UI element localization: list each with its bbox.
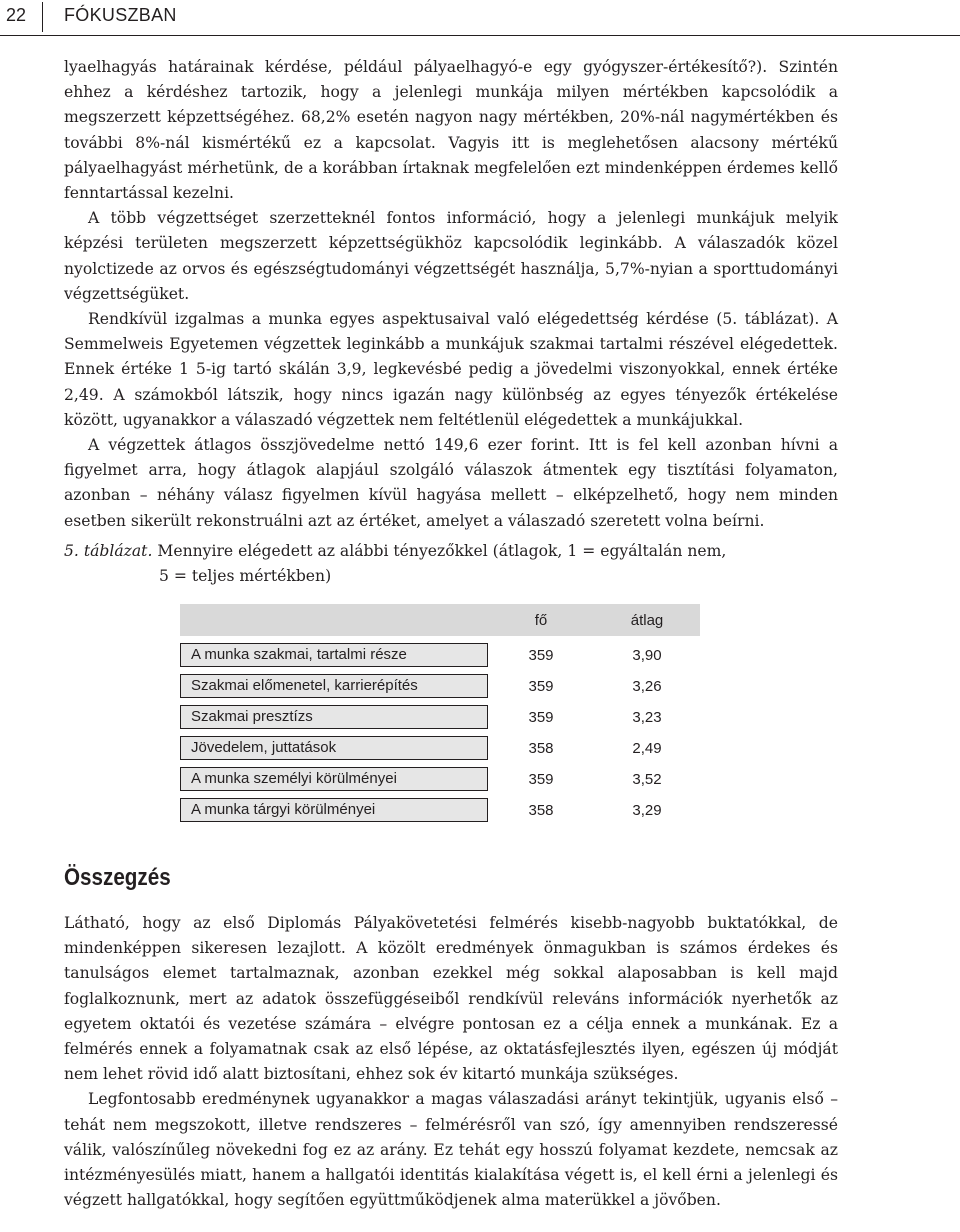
row-label: Szakmai presztízs xyxy=(180,705,488,729)
row-fo: 359 xyxy=(528,646,554,664)
section-heading: Összegzés xyxy=(64,864,171,891)
page-header xyxy=(0,0,960,38)
row-label: A munka tárgyi körülményei xyxy=(180,798,488,822)
body-text-top xyxy=(64,55,838,534)
row-label: A munka szakmai, tartalmi része xyxy=(180,643,488,667)
row-atlag: 3,26 xyxy=(632,677,662,695)
row-fo: 359 xyxy=(528,708,554,726)
paragraph: Látható, hogy az első Diplomás Pályakövetetési felmérés kisebb-nagyobb buktatókkal, de mindenképpen sikeresen lezajlott. A közölt eredmények önmagukban is számos érdekes és tanulságos elemet tartalmaznak, azonban ezekkel még sokkal alaposabban is kell majd foglalkoznunk, mert az adatok összefüggéseiből rendkívül releváns információk nyerhetők az egyetem oktatói és vezetése számára – elvégre pontosan ez a célja ennek a munkának. Ez a felmérés ennek a folyamatnak csak az első lépése, az oktatásfejlesztés ilyen, egészen új módját nem lehet rövid idő alatt biztosítani, ehhez sok év kitartó munkája szükséges. xyxy=(64,914,838,1084)
table-caption-text-line2: 5 = teljes mértékben) xyxy=(159,567,332,585)
header-separator xyxy=(42,2,43,32)
row-atlag: 3,29 xyxy=(632,801,662,819)
row-label: Jövedelem, juttatások xyxy=(180,736,488,760)
body-text-bottom xyxy=(64,911,838,1213)
table-row xyxy=(180,643,700,667)
paragraph: A végzettek átlagos összjövedelme nettó 149,6 ezer forint. Itt is fel kell azonban hívni a figyelmet arra, hogy átlagok alapjául szolgáló válaszok átmentek egy tisztítási folyamaton, azonban – néhány válasz figyelmen kívül hagyása mellett – elképzelhető, hogy nem minden esetben sikerült rekonstruálni azt az értéket, amelyet a válaszadó szeretett volna beírni. xyxy=(64,436,838,530)
row-fo: 359 xyxy=(528,677,554,695)
row-atlag: 2,49 xyxy=(632,739,662,757)
header-rule xyxy=(0,35,960,36)
table-row xyxy=(180,798,700,822)
row-atlag: 3,90 xyxy=(632,646,662,664)
table-row xyxy=(180,736,700,760)
satisfaction-table xyxy=(180,604,700,822)
row-label: A munka személyi körülményei xyxy=(180,767,488,791)
row-fo: 358 xyxy=(528,739,554,757)
row-fo: 358 xyxy=(528,801,554,819)
section-title: FÓKUSZBAN xyxy=(64,5,177,25)
column-header-fo: fő xyxy=(534,611,548,629)
table-header-row xyxy=(180,604,700,636)
table-row xyxy=(180,674,700,698)
table-caption-label: 5. táblázat. xyxy=(64,542,153,560)
page-number: 22 xyxy=(6,5,27,25)
table-row xyxy=(180,767,700,791)
paragraph: A több végzettséget szerzetteknél fontos információ, hogy a jelenlegi munkájuk melyik képzési területen megszerzett képzettségükhöz kapcsolódik leginkább. A válaszadók közel nyolctizede az orvos és egészségtudományi végzettségét használja, 5,7%-nyian a sporttudományi végzettségüket. xyxy=(64,209,838,303)
table-caption-text-line1: Mennyire elégedett az alábbi tényezőkkel (átlagok, 1 = egyáltalán nem, xyxy=(157,542,727,560)
column-header-atlag: átlag xyxy=(630,611,664,629)
paragraph: Rendkívül izgalmas a munka egyes aspektusaival való elégedettség kérdése (5. táblázat). A Semmelweis Egyetemen végzettek leginkább a munkájuk szakmai tartalmi részével elégedettek. Ennek értéke 1 5-ig tartó skálán 3,9, legkevésbé pedig a jövedelmi viszonyokkal, ennek értéke 2,49. A számokból látszik, hogy nincs igazán nagy különbség az egyes tényezők értékelése között, ugyanakkor a válaszadó végzettek nem feltétlenül elégedettek a munkájukkal. xyxy=(64,310,838,429)
table-caption xyxy=(64,539,824,589)
row-label: Szakmai előmenetel, karrierépítés xyxy=(180,674,488,698)
row-atlag: 3,23 xyxy=(632,708,662,726)
paragraph: lyaelhagyás határainak kérdése, például pályaelhagyó-e egy gyógyszer-értékesítő?). Szintén ehhez a kérdéshez tartozik, hogy a jelenlegi munkája milyen mértékben kapcsolódik a megszerzett képzettségéhez. 68,2% esetén nagyon nagy mértékben, 20%-nál nagymértékben és további 8%-nál kismértékű ez a kapcsolat. Vagyis itt is meglehetősen alacsony mértékű pályaelhagyást mérhetünk, de a korábban írtaknak megfelelően ezt mindenképpen érdemes kellő fenntartással kezelni. xyxy=(64,58,838,203)
paragraph: Legfontosabb eredménynek ugyanakkor a magas válaszadási arányt tekintjük, ugyanis első – tehát nem megszokott, illetve rendszeres – felmérésről van szó, így amennyiben rendszeressé válik, valószínűleg növekedni fog ez az arány. Ez tehát egy hosszú folyamat kezdete, nemcsak az intézményesülés miatt, hanem a hallgatói identitás kialakítása végett is, el kell érni a jelenlegi és végzett hallgatókkal, hogy segítően együttműködjenek alma materükkel a jövőben. xyxy=(64,1090,838,1210)
table-header-empty xyxy=(180,608,488,632)
table-row xyxy=(180,705,700,729)
row-fo: 359 xyxy=(528,770,554,788)
row-atlag: 3,52 xyxy=(632,770,662,788)
